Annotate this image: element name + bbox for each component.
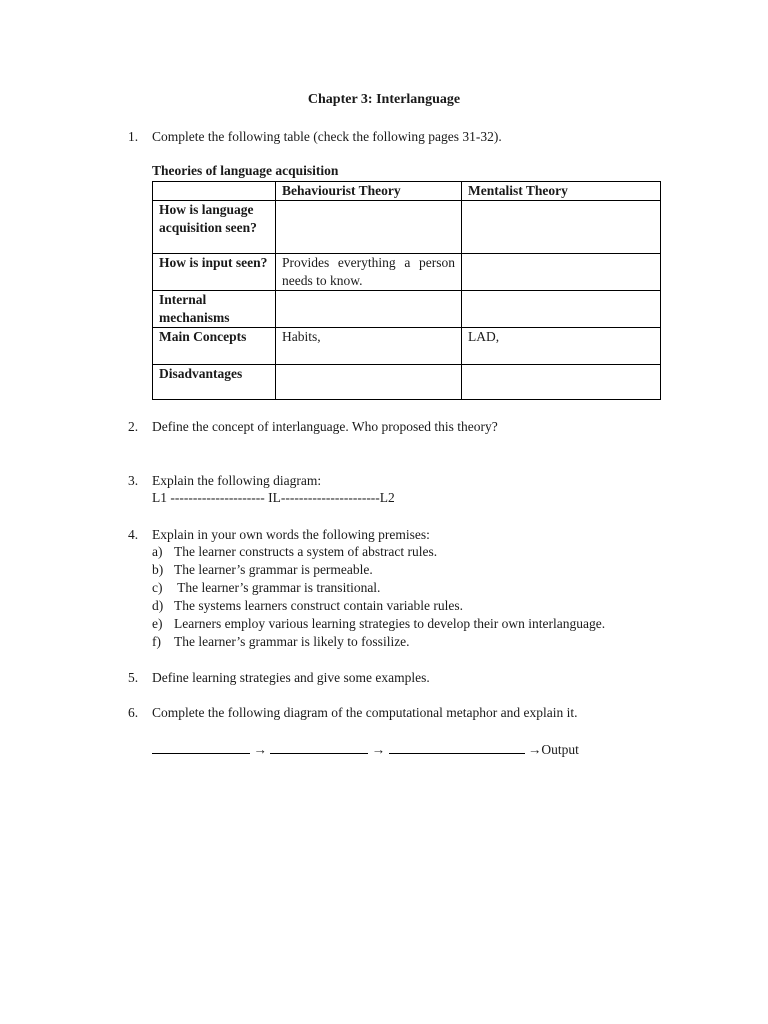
arrow-icon: → (253, 742, 267, 757)
header-empty-cell (153, 182, 276, 201)
mentalist-cell: LAD, (462, 328, 661, 365)
question-5-number: 5. (128, 670, 139, 685)
behaviourist-cell: Habits, (276, 328, 462, 365)
premise-text: The learner’s grammar is likely to fossilize. (174, 634, 410, 649)
premise-text: The learner’s grammar is transitional. (174, 580, 381, 595)
blank-line-1[interactable] (152, 741, 250, 754)
output-label: Output (541, 742, 579, 757)
table-row (153, 201, 661, 254)
table-row (153, 365, 661, 400)
header-behaviourist: Behaviourist Theory (276, 182, 462, 201)
behaviourist-cell (276, 291, 462, 328)
question-6-number: 6. (128, 705, 139, 720)
premise-text: The systems learners construct contain variable rules. (174, 598, 464, 613)
interlanguage-diagram: L1 --------------------- IL----------------------L2 (152, 490, 395, 505)
arrow-icon: → (527, 742, 542, 757)
question-3-number: 3. (128, 473, 139, 488)
computational-metaphor-diagram (152, 741, 579, 758)
premise-letter: f) (152, 634, 161, 649)
premise-letter: b) (152, 562, 164, 577)
premise-letter: e) (152, 616, 163, 631)
question-5-text: Define learning strategies and give some examples. (152, 670, 430, 685)
question-2-number: 2. (128, 419, 139, 434)
premise-text: The learner’s grammar is permeable. (174, 562, 373, 577)
question-2-text: Define the concept of interlanguage. Who proposed this theory? (152, 419, 498, 434)
question-6-text: Complete the following diagram of the computational metaphor and explain it. (152, 705, 578, 720)
row-label: How is language acquisition seen? (153, 201, 276, 254)
arrow-icon: → (371, 742, 386, 757)
blank-line-3[interactable] (389, 741, 525, 754)
header-mentalist: Mentalist Theory (462, 182, 661, 201)
page-title: Chapter 3: Interlanguage (307, 92, 461, 107)
question-4-text: Explain in your own words the following premises: (152, 527, 430, 542)
row-label: Main Concepts (153, 328, 276, 365)
table-header-row (153, 182, 661, 201)
premise-letter: c) (152, 580, 163, 595)
premise-text: Learners employ various learning strategies to develop their own interlanguage. (174, 616, 606, 631)
theories-table (152, 181, 661, 400)
table-caption: Theories of language acquisition (152, 163, 339, 178)
table-row (153, 254, 661, 291)
blank-line-2[interactable] (270, 741, 368, 754)
mentalist-cell (462, 291, 661, 328)
mentalist-cell (462, 365, 661, 400)
row-label: Disadvantages (153, 365, 276, 400)
premise-text: The learner constructs a system of abstract rules. (174, 544, 438, 559)
premise-letter: d) (152, 598, 164, 613)
row-label: Internal mechanisms (153, 291, 276, 328)
premise-letter: a) (152, 544, 163, 559)
question-4-number: 4. (128, 527, 139, 542)
behaviourist-cell (276, 365, 462, 400)
table-row (153, 291, 661, 328)
behaviourist-cell: Provides everything a person needs to know. (276, 254, 462, 291)
row-label: How is input seen? (153, 254, 276, 291)
question-1-text: Complete the following table (check the following pages 31-32). (152, 129, 502, 144)
question-1-number: 1. (128, 129, 139, 144)
behaviourist-cell (276, 201, 462, 254)
question-3-text: Explain the following diagram: (152, 473, 322, 488)
mentalist-cell (462, 254, 661, 291)
table-row (153, 328, 661, 365)
mentalist-cell (462, 201, 661, 254)
